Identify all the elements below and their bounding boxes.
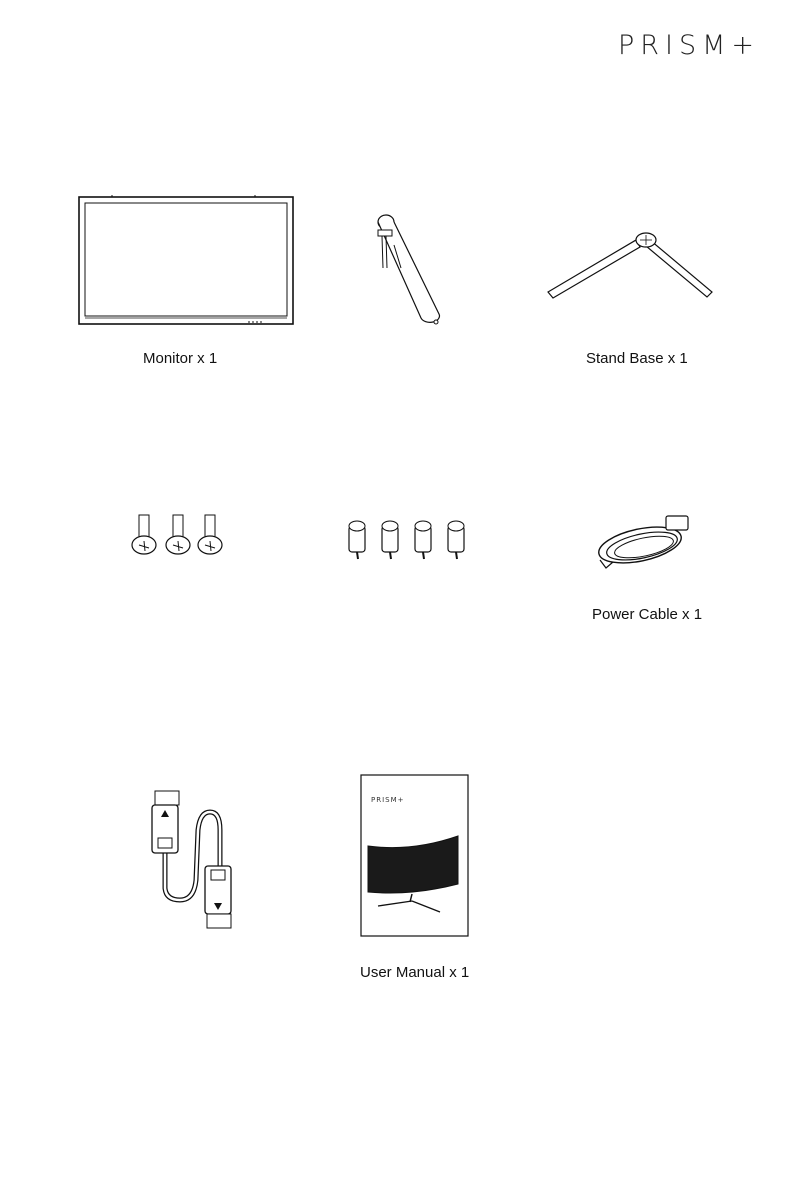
- stand-base-caption: Stand Base x 1: [586, 350, 688, 367]
- user-manual-caption: User Manual x 1: [360, 964, 470, 981]
- manual-cover-brand: PRISM+: [371, 796, 405, 804]
- monitor-caption: Monitor x 1: [143, 350, 218, 367]
- brand-logo: PRISM+: [617, 30, 760, 61]
- power-cable-caption: Power Cable x 1: [592, 606, 703, 623]
